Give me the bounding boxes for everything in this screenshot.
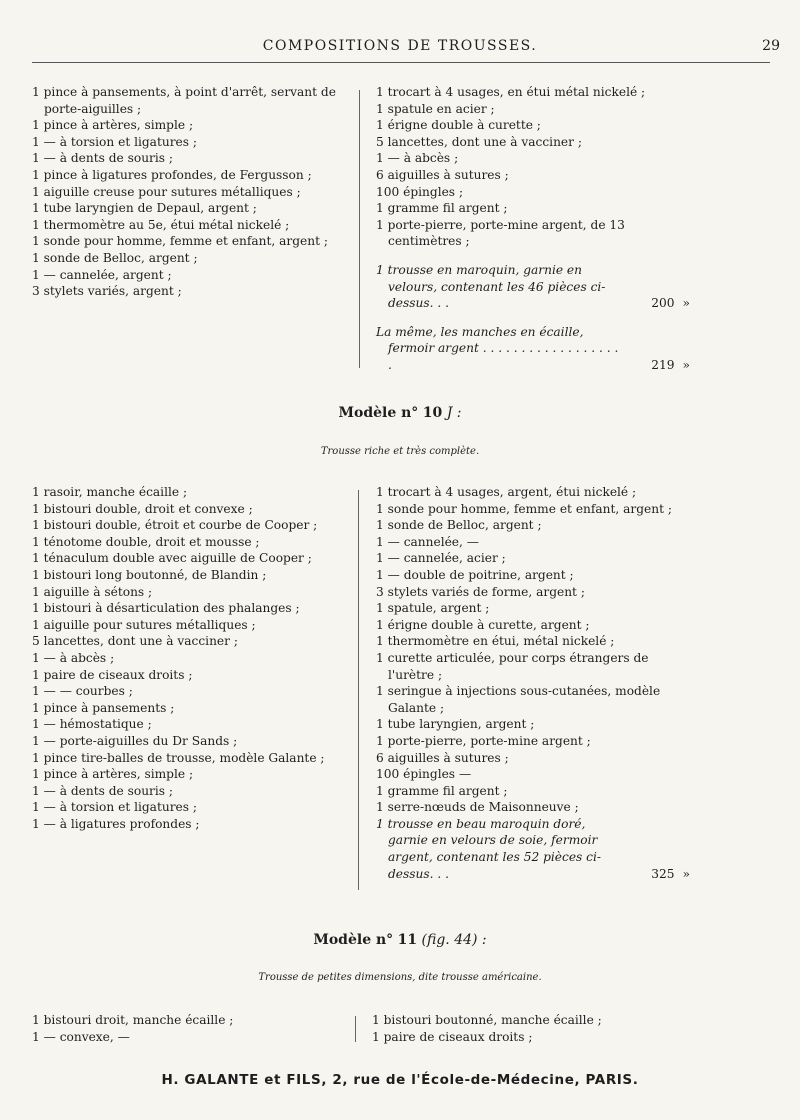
list-item-text: 1 bistouri long boutonné, de Blandin ;: [32, 567, 267, 582]
list-item: [32, 733, 337, 750]
list-item: [372, 1012, 690, 1029]
list-item-text: 1 curette articulée, pour corps étrangers de l'urètre ;: [376, 650, 649, 682]
list-item-text: 1 — cannelée, acier ;: [376, 551, 506, 566]
column-divider: [355, 1016, 356, 1042]
list-item: [376, 584, 690, 601]
list-item-text: 1 pince à pansements, à point d'arrêt, servant de porte-aiguilles ;: [32, 85, 336, 116]
list-item: [376, 150, 690, 167]
list-item: [32, 700, 337, 717]
list-item: [32, 716, 337, 733]
price-value: 200: [651, 296, 675, 311]
list-item-text: 5 lancettes, dont une à vacciner ;: [376, 134, 582, 149]
model-10-title: [0, 405, 800, 421]
list-item: [32, 150, 337, 167]
list-item: [32, 233, 337, 250]
list-item-text: 1 ténotome double, droit et mousse ;: [32, 534, 260, 549]
model-10-suffix: J :: [446, 405, 462, 421]
list-item: [376, 134, 690, 151]
list-item: [32, 633, 337, 650]
list-item-text: 1 aiguille creuse pour sutures métalliques ;: [32, 184, 301, 199]
list-item-text: 1 — à abcès ;: [32, 650, 115, 665]
list-item-text: 1 tube laryngien de Depaul, argent ;: [32, 201, 257, 216]
list-item: [32, 816, 337, 833]
list-item-text: 1 — à ligatures profondes ;: [32, 816, 200, 831]
model-10-subtitle: Trousse riche et très complète.: [320, 446, 480, 457]
model-10-number: 10: [422, 405, 443, 421]
list-item-text: 1 bistouri à désarticulation des phalanges ;: [32, 601, 300, 616]
list-item: [376, 217, 690, 250]
list-item: [32, 584, 337, 601]
list-item: [376, 617, 690, 634]
list-item-text: 1 — double de poitrine, argent ;: [376, 567, 574, 582]
list-item: [32, 617, 337, 634]
offer-price: [630, 866, 690, 883]
list-item-text: 1 gramme fil argent ;: [376, 201, 508, 216]
list-item: [376, 683, 690, 716]
model10-right-column: [376, 484, 690, 882]
list-item: [32, 567, 337, 584]
list-item-text: 1 érigne double à curette, argent ;: [376, 617, 590, 632]
list-item: [32, 750, 337, 767]
list-item: [376, 550, 690, 567]
currency-mark: »: [682, 357, 690, 372]
list-item-text: 1 spatule en acier ;: [376, 101, 495, 116]
price-value: 325: [651, 866, 675, 881]
list-item: [376, 167, 690, 184]
section1-left-column: [32, 84, 337, 300]
list-item-text: 1 sonde pour homme, femme et enfant, argent ;: [376, 501, 672, 516]
list-item: [376, 517, 690, 534]
list-item: [32, 267, 337, 284]
list-item: [376, 101, 690, 118]
list-item-text: 1 tube laryngien, argent ;: [376, 717, 535, 732]
list-item-text: 1 rasoir, manche écaille ;: [32, 485, 188, 499]
list-item: [376, 501, 690, 518]
list-item: [376, 766, 690, 783]
list-item: [32, 484, 337, 501]
list-item-text: 1 bistouri droit, manche écaille ;: [32, 1013, 234, 1027]
running-header-title: COMPOSITIONS DE TROUSSES.: [262, 38, 538, 54]
list-item: [32, 766, 337, 783]
list-item-text: 1 bistouri boutonné, manche écaille ;: [372, 1013, 602, 1027]
list-item-text: 1 pince à artères, simple ;: [32, 767, 194, 782]
list-item: [376, 650, 690, 683]
list-item: [372, 1029, 690, 1046]
list-item-text: 1 trocart à 4 usages, en étui métal nickelé ;: [376, 85, 646, 99]
list-item-text: 1 sonde pour homme, femme et enfant, argent ;: [32, 234, 328, 249]
list-item-text: 6 aiguilles à sutures ;: [376, 167, 509, 182]
model-11-subtitle: Trousse de petites dimensions, dite trousse américaine.: [258, 972, 542, 983]
list-item-text: 1 porte-pierre, porte-mine argent ;: [376, 733, 591, 748]
offer-text: 1 trousse en beau maroquin doré, garnie en velours de soie, fermoir argent, contenant les 52 pièces ci-dessus. . .: [376, 816, 602, 881]
list-item-text: 1 — hémostatique ;: [32, 717, 152, 732]
offer-text: La même, les manches en écaille, fermoir argent . . . . . . . . . . . . . . . . . . .: [376, 324, 619, 372]
list-item-text: 1 bistouri double, droit et convexe ;: [32, 501, 253, 516]
list-item: [376, 633, 690, 650]
model-11-title: [0, 932, 800, 948]
model-11-number: 11: [397, 932, 418, 948]
list-item-text: 1 — — courbes ;: [32, 684, 133, 699]
list-item-text: 1 thermomètre en étui, métal nickelé ;: [376, 634, 615, 649]
list-item: [32, 683, 337, 700]
list-item: [32, 1029, 337, 1046]
price-offer: [376, 324, 690, 374]
list-item-text: 1 trocart à 4 usages, argent, étui nickelé ;: [376, 485, 637, 499]
list-item-text: 1 érigne double à curette ;: [376, 118, 541, 133]
list-item: [376, 534, 690, 551]
list-item-text: 1 — à abcès ;: [376, 151, 459, 166]
list-item: [32, 550, 337, 567]
list-item: [32, 283, 337, 300]
model10-left-column: [32, 484, 337, 832]
model-10-title-prefix: Modèle n°: [338, 405, 419, 421]
list-item-text: 1 bistouri double, étroit et courbe de Cooper ;: [32, 518, 318, 533]
list-item-text: 1 — à dents de souris ;: [32, 151, 174, 166]
list-item-text: 3 stylets variés, argent ;: [32, 284, 182, 299]
list-item: [32, 600, 337, 617]
column-divider: [358, 490, 359, 890]
list-item-text: 6 aiguilles à sutures ;: [376, 750, 509, 765]
list-item-text: 1 — convexe, —: [32, 1029, 130, 1044]
list-item: [32, 1012, 337, 1029]
publisher-footer: H. GALANTE et FILS, 2, rue de l'École-de-Médecine, PARIS.: [161, 1072, 639, 1088]
currency-mark: »: [682, 296, 690, 311]
list-item: [32, 517, 337, 534]
list-item-text: 1 serre-nœuds de Maisonneuve ;: [376, 800, 579, 815]
list-item: [376, 184, 690, 201]
list-item: [32, 117, 337, 134]
list-item-text: 1 thermomètre au 5e, étui métal nickelé ;: [32, 217, 290, 232]
list-item-text: 1 paire de ciseaux droits ;: [32, 667, 193, 682]
list-item-text: 1 — cannelée, argent ;: [32, 267, 172, 282]
section1-right-column: [376, 84, 690, 374]
model11-left-column: [32, 1012, 337, 1045]
list-item-text: 5 lancettes, dont une à vacciner ;: [32, 634, 238, 649]
list-item-text: 1 paire de ciseaux droits ;: [372, 1029, 533, 1044]
list-item: [32, 783, 337, 800]
list-item: [376, 750, 690, 767]
model-11-suffix: (fig. 44) :: [421, 932, 487, 948]
list-item: [376, 783, 690, 800]
offer-price: [630, 295, 690, 312]
list-item: [376, 484, 690, 501]
model-11-title-prefix: Modèle n°: [313, 932, 394, 948]
price-value: 219: [651, 357, 675, 372]
list-item: [32, 217, 337, 234]
list-item: [32, 134, 337, 151]
list-item-text: 100 épingles —: [376, 767, 472, 782]
list-item-text: 1 aiguille pour sutures métalliques ;: [32, 617, 256, 632]
list-item-text: 1 pince tire-balles de trousse, modèle Galante ;: [32, 750, 325, 765]
list-item-text: 1 — à torsion et ligatures ;: [32, 134, 197, 149]
list-item: [376, 600, 690, 617]
list-item: [32, 650, 337, 667]
model11-right-column: [372, 1012, 690, 1045]
list-item: [32, 167, 337, 184]
list-item: [32, 501, 337, 518]
list-item-text: 1 porte-pierre, porte-mine argent, de 13 centimètres ;: [376, 217, 625, 249]
list-item-text: 1 — cannelée, —: [376, 534, 479, 549]
list-item: [32, 534, 337, 551]
column-divider: [359, 90, 360, 368]
offer-price: [630, 357, 690, 374]
page-number: 29: [762, 38, 780, 54]
list-item-text: 1 ténaculum double avec aiguille de Cooper ;: [32, 551, 312, 566]
list-item-text: 3 stylets variés de forme, argent ;: [376, 584, 585, 599]
list-item-text: 1 spatule, argent ;: [376, 601, 490, 616]
list-item: [376, 716, 690, 733]
offer-text: 1 trousse en maroquin, garnie en velours, contenant les 46 pièces ci-dessus. . .: [376, 262, 606, 311]
list-item-text: 1 — à torsion et ligatures ;: [32, 800, 197, 815]
list-item: [32, 200, 337, 217]
list-item: [32, 250, 337, 267]
list-item-text: 1 pince à artères, simple ;: [32, 118, 194, 133]
list-item-text: 1 — à dents de souris ;: [32, 783, 174, 798]
list-item: [376, 799, 690, 816]
list-item-text: 1 sonde de Belloc, argent ;: [376, 518, 542, 533]
list-item: [376, 117, 690, 134]
list-item-text: 1 sonde de Belloc, argent ;: [32, 250, 198, 265]
list-item-text: 1 pince à ligatures profondes, de Fergusson ;: [32, 167, 312, 182]
list-item: [376, 200, 690, 217]
list-item-text: 1 seringue à injections sous-cutanées, modèle Galante ;: [376, 684, 661, 715]
list-item-text: 100 épingles ;: [376, 184, 464, 199]
list-item: [376, 567, 690, 584]
price-offer: [376, 816, 690, 882]
list-item: [32, 799, 337, 816]
list-item: [32, 184, 337, 201]
list-item-text: 1 — porte-aiguilles du Dr Sands ;: [32, 733, 238, 748]
list-item-text: 1 pince à pansements ;: [32, 700, 175, 715]
header-rule: [32, 62, 770, 63]
list-item: [32, 667, 337, 684]
list-item-text: 1 aiguille à sétons ;: [32, 584, 153, 599]
list-item: [376, 84, 690, 101]
currency-mark: »: [682, 866, 690, 881]
list-item-text: 1 gramme fil argent ;: [376, 783, 508, 798]
price-offer: [376, 262, 690, 312]
list-item: [376, 733, 690, 750]
list-item: [32, 84, 337, 117]
